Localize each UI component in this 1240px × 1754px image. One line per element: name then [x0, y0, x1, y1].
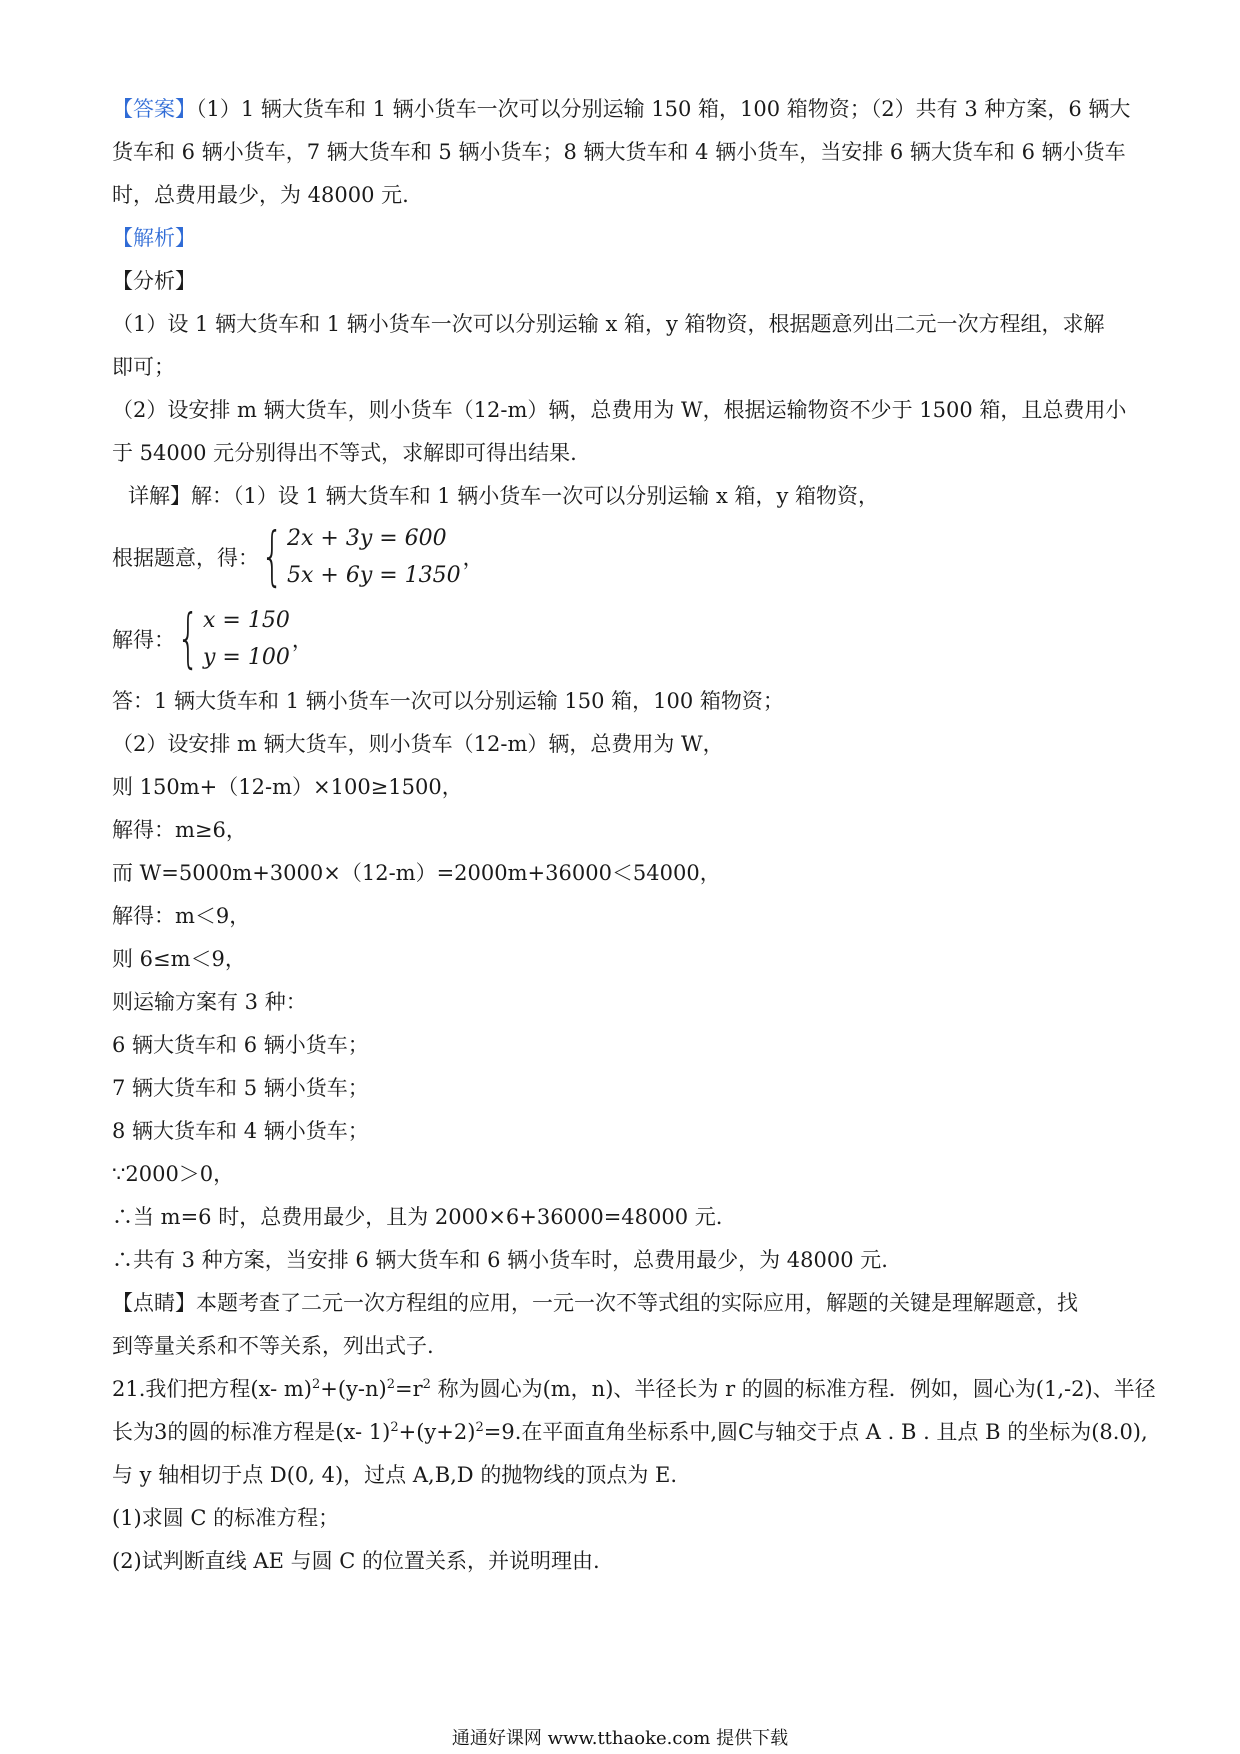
system1-eq1: 2x + 3y = 600 [287, 526, 447, 551]
system1-eq2: 5x + 6y = 1350 [287, 563, 461, 588]
dianjing-line-2: 到等量关系和不等关系，列出式子. [112, 1334, 434, 1358]
left-brace-icon: { [177, 602, 200, 676]
system2-eq2: y = 100 [203, 645, 290, 670]
page-footer: 通通好课网 www.tthaoke.com 提供下载 [451, 1728, 789, 1749]
question-21-line-1: 21.我们把方程(x- $m)^2+(y-n)^2=r^2$ 称为圆心为(m，n)、半径长为 r 的圆的标准方程．例如，圆心为(1,-2)、半径 [112, 1377, 1156, 1401]
answer-tag: 【答案】 [112, 97, 196, 121]
detail-intro: 详解】解：（1）设 1 辆大货车和 1 辆小货车一次可以分别运输 x 箱，y 箱物资， [128, 484, 880, 508]
solution-step: 则 150m+（12-m）×100≥1500， [112, 775, 463, 799]
solution-step: ∵2000＞0， [112, 1162, 235, 1186]
equation-system-2: 解得： { x = 150 y = 100 ， [112, 602, 313, 676]
solution-step: ∴当 m=6 时，总费用最少，且为 2000×6+36000=48000 元. [112, 1205, 723, 1229]
answer-line-2: 货车和 6 辆小货车，7 辆大货车和 5 辆小货车；8 辆大货车和 4 辆小货车，当安排 6 辆大货车和 6 辆小货车 [112, 140, 1126, 164]
fenxi-title: 【分析】 [112, 269, 196, 293]
solution-step: 8 辆大货车和 4 辆小货车； [112, 1119, 369, 1143]
answer-line-3: 时，总费用最少，为 48000 元. [112, 183, 409, 207]
dianjing-line-1: 【点睛】本题考查了二元一次方程组的应用，一元一次不等式组的实际应用，解题的关键是理解题意，找 [112, 1291, 1078, 1315]
fenxi-p1b: 即可； [112, 355, 175, 379]
system2-eq1: x = 150 [203, 608, 290, 633]
dianjing-tag: 【点睛】 [112, 1291, 196, 1315]
solution-step: 7 辆大货车和 5 辆小货车； [112, 1076, 369, 1100]
solution-steps [112, 680, 1132, 1282]
solution-step: 6 辆大货车和 6 辆小货车； [112, 1033, 369, 1057]
analysis-tag: 【解析】 [112, 226, 196, 250]
left-brace-icon: { [261, 520, 284, 594]
question-21-part-1: (1)求圆 C 的标准方程； [112, 1506, 340, 1530]
document-page [112, 88, 1156, 1583]
solution-step: 则 6≤m＜9， [112, 947, 246, 971]
solution-step: ∴共有 3 种方案，当安排 6 辆大货车和 6 辆小货车时，总费用最少，为 48000 元. [112, 1248, 888, 1272]
question-21-line-3: 与 y 轴相切于点 D(0, 4)，过点 A,B,D 的抛物线的顶点为 E. [112, 1463, 677, 1487]
solution-step: 解得：m≥6， [112, 818, 247, 842]
solution-step: 答：1 辆大货车和 1 辆小货车一次可以分别运输 150 箱，100 箱物资； [112, 689, 784, 713]
solution-step: 则运输方案有 3 种： [112, 990, 307, 1014]
system2-label: 解得： [112, 628, 175, 652]
question-21-line-2: 长为3的圆的标准方程是(x- $1)^2+(y+2)^2=9$.在平面直角坐标系中,圆C与轴交于点 A . B . 且点 B 的坐标为(8.0), [112, 1420, 1148, 1444]
fenxi-p2a: （2）设安排 m 辆大货车，则小货车（12-m）辆，总费用为 W，根据运输物资不少于 1500 箱，且总费用小 [112, 398, 1127, 422]
solution-step: 解得：m＜9， [112, 904, 251, 928]
question-21-part-2: (2)试判断直线 AE 与圆 C 的位置关系，并说明理由. [112, 1549, 600, 1573]
fenxi-p1a: （1）设 1 辆大货车和 1 辆小货车一次可以分别运输 x 箱，y 箱物资，根据题意列出二元一次方程组，求解 [112, 312, 1105, 336]
system1-label: 根据题意，得： [112, 546, 259, 570]
answer-line-1: 【答案】（1）1 辆大货车和 1 辆小货车一次可以分别运输 150 箱，100 箱物资；（2）共有 3 种方案，6 辆大 [112, 97, 1131, 121]
solution-step: 而 W=5000m+3000×（12-m）=2000m+36000＜54000， [112, 861, 721, 885]
solution-step: （2）设安排 m 辆大货车，则小货车（12-m）辆，总费用为 W， [112, 732, 724, 756]
equation-system-1: 根据题意，得： { 2x + 3y = 600 5x + 6y = 1350 ， [112, 520, 484, 594]
fenxi-p2b: 于 54000 元分别得出不等式，求解即可得出结果. [112, 441, 577, 465]
